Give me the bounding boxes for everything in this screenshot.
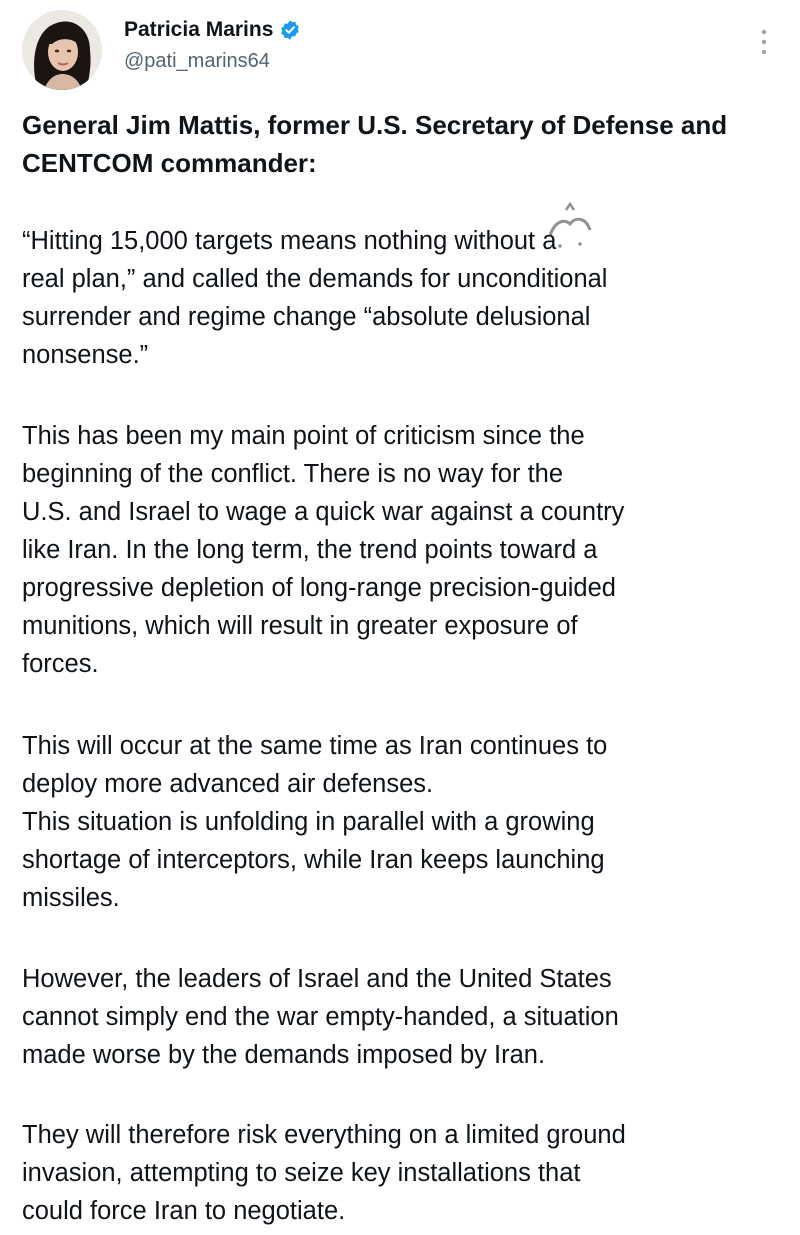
tweet-paragraph-3: This will occur at the same time as Iran continues to deploy more advanced air defenses. This situation is unfolding in parallel with a growing shortage of interceptors, while Iran keeps launching missiles. (22, 732, 608, 912)
tweet-header (0, 0, 800, 100)
tweet-headline: General Jim Mattis, former U.S. Secretary of Defense and CENTCOM commander: (22, 110, 728, 178)
verified-badge-icon (279, 19, 301, 41)
tweet-paragraph-2: This has been my main point of criticism since the beginning of the conflict. There is no way for the U.S. and Israel to wage a quick war against a country like Iran. In the long term, the trend points toward a progressive depletion of long-range precision-guided munitions, which will result in greater exposure of forces. (22, 422, 625, 678)
author-handle[interactable]: @pati_marins64 (124, 50, 270, 72)
tweet-paragraph-1: “Hitting 15,000 targets means nothing without a real plan,” and called the demands for unconditional surrender and regime change “absolute delusional nonsense.” (22, 227, 608, 369)
author-name[interactable]: Patricia Marins (124, 18, 274, 41)
avatar-photo (22, 10, 102, 90)
avatar[interactable] (22, 10, 102, 90)
watermark-logo (520, 196, 620, 256)
tweet-paragraph-5: They will therefore risk everything on a limited ground invasion, attempting to seize key installations that could force Iran to negotiate. (22, 1121, 626, 1225)
more-vertical-icon[interactable] (752, 25, 776, 59)
tweet-paragraph-4: However, the leaders of Israel and the United States cannot simply end the war empty-handed, a situation made worse by the demands imposed by Iran. (22, 965, 619, 1069)
